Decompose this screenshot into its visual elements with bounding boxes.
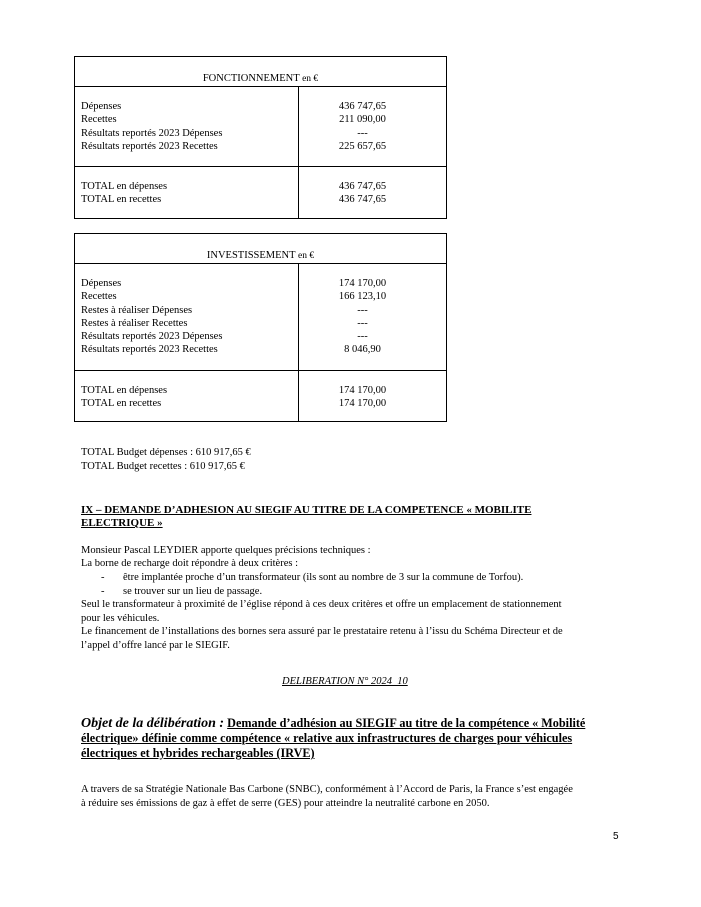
row-value: 436 747,65	[338, 101, 387, 112]
objet-line3: électriques et hybrides rechargeables (IRVE)	[81, 746, 315, 760]
section-ix-p2: La borne de recharge doit répondre à deux critères :	[81, 558, 298, 569]
row-label: Résultats reportés 2023 Dépenses	[81, 127, 223, 139]
bullet-item	[101, 571, 523, 585]
section-ix-heading-line1: IX – DEMANDE D’ADHESION AU SIEGIF AU TITRE DE LA COMPETENCE « MOBILITE	[81, 504, 532, 516]
row-value: 166 123,10	[338, 291, 387, 303]
row-label: Résultats reportés 2023 Recettes	[81, 140, 218, 152]
total-label: TOTAL en recettes	[81, 194, 162, 206]
investissement-unit: en €	[298, 251, 315, 261]
total-value: 436 747,65	[338, 181, 387, 193]
section-ix-p3	[81, 598, 562, 625]
row-label: Restes à réaliser Recettes	[81, 317, 188, 329]
investissement-caption	[75, 234, 447, 264]
bullet-text: être implantée proche d’un transformateur (ils sont au nombre de 3 sur la commune de Torfou).	[123, 572, 524, 583]
bullet-text: se trouver sur un lieu de passage.	[123, 586, 263, 597]
fonctionnement-total-values	[299, 167, 447, 219]
row-value: ---	[357, 331, 368, 343]
fonctionnement-caption	[75, 57, 447, 87]
deliberation-number: DELIBERATION N° 2024_10	[282, 676, 408, 687]
budget-totals	[81, 446, 251, 473]
fonctionnement-title: FONCTIONNEMENT	[202, 73, 300, 84]
bullet-dash: -	[101, 572, 105, 583]
investissement-table	[74, 233, 447, 422]
row-label: Recettes	[81, 114, 117, 126]
total-label: TOTAL en dépenses	[81, 384, 168, 396]
section-ix-p4-line2: l’appel d’offre lancé par le SIEGIF.	[81, 639, 230, 651]
page-number: 5	[613, 831, 619, 842]
budget-total-depenses: TOTAL Budget dépenses : 610 917,65 €	[81, 447, 251, 458]
row-label: Recettes	[81, 291, 117, 303]
section-ix-p3-line2: pour les véhicules.	[81, 612, 160, 624]
investissement-title: INVESTISSEMENT	[206, 250, 296, 261]
row-label: Dépenses	[81, 278, 122, 289]
bullet-dash: -	[101, 586, 105, 597]
row-value: 211 090,00	[339, 114, 386, 126]
objet-line1: Demande d’adhésion au SIEGIF au titre de la compétence « Mobilité	[227, 716, 586, 730]
total-value: 174 170,00	[338, 398, 387, 410]
total-value: 174 170,00	[338, 384, 387, 396]
total-label: TOTAL en recettes	[81, 398, 162, 410]
row-value: ---	[357, 317, 368, 329]
row-value: 225 657,65	[338, 140, 387, 152]
budget-total-recettes: TOTAL Budget recettes : 610 917,65 €	[81, 460, 245, 472]
total-value: 436 747,65	[338, 194, 387, 206]
section-ix-heading	[81, 504, 531, 530]
objet-line2: électrique» définie comme compétence « relative aux infrastructures de charges pour véhicules	[81, 731, 573, 745]
row-value: ---	[357, 304, 368, 316]
investissement-values	[299, 264, 447, 371]
section-ix-p1: Monsieur Pascal LEYDIER apporte quelques précisions techniques :	[81, 545, 371, 556]
fonctionnement-labels	[75, 87, 299, 167]
row-label: Résultats reportés 2023 Recettes	[81, 344, 218, 356]
section-ix-p4	[81, 625, 563, 652]
deliberation-objet	[81, 716, 621, 761]
section-ix-p4-line1: Le financement de l’installations des bornes sera assuré par le prestataire retenu à l’issu du Schéma Directeur et de	[81, 626, 563, 637]
row-label: Restes à réaliser Dépenses	[81, 304, 193, 316]
total-label: TOTAL en dépenses	[81, 181, 168, 193]
row-value: ---	[357, 127, 368, 139]
objet-label: Objet de la délibération :	[81, 716, 225, 731]
deliberation-intro	[81, 783, 573, 810]
fonctionnement-total-labels	[75, 167, 299, 219]
section-ix-p3-line1: Seul le transformateur à proximité de l’église répond à ces deux critères et offre un emplacement de stationnement	[81, 599, 562, 610]
intro-line1: A travers de sa Stratégie Nationale Bas Carbone (SNBC), conformément à l’Accord de Paris, la France s’est engagée	[81, 784, 573, 795]
bullet-item	[101, 585, 262, 599]
row-value: 174 170,00	[338, 278, 387, 289]
investissement-total-labels	[75, 370, 299, 422]
section-ix-heading-line2: ELECTRIQUE »	[81, 517, 163, 529]
fonctionnement-table	[74, 56, 447, 219]
fonctionnement-values	[299, 87, 447, 167]
row-label: Résultats reportés 2023 Dépenses	[81, 331, 223, 343]
fonctionnement-unit: en €	[302, 74, 319, 84]
row-label: Dépenses	[81, 101, 122, 112]
investissement-total-values	[299, 370, 447, 422]
intro-line2: à réduire ses émissions de gaz à effet de serre (GES) pour atteindre la neutralité carbone en 2050.	[81, 797, 490, 809]
investissement-labels	[75, 264, 299, 371]
row-value: 8 046,90	[344, 344, 381, 356]
